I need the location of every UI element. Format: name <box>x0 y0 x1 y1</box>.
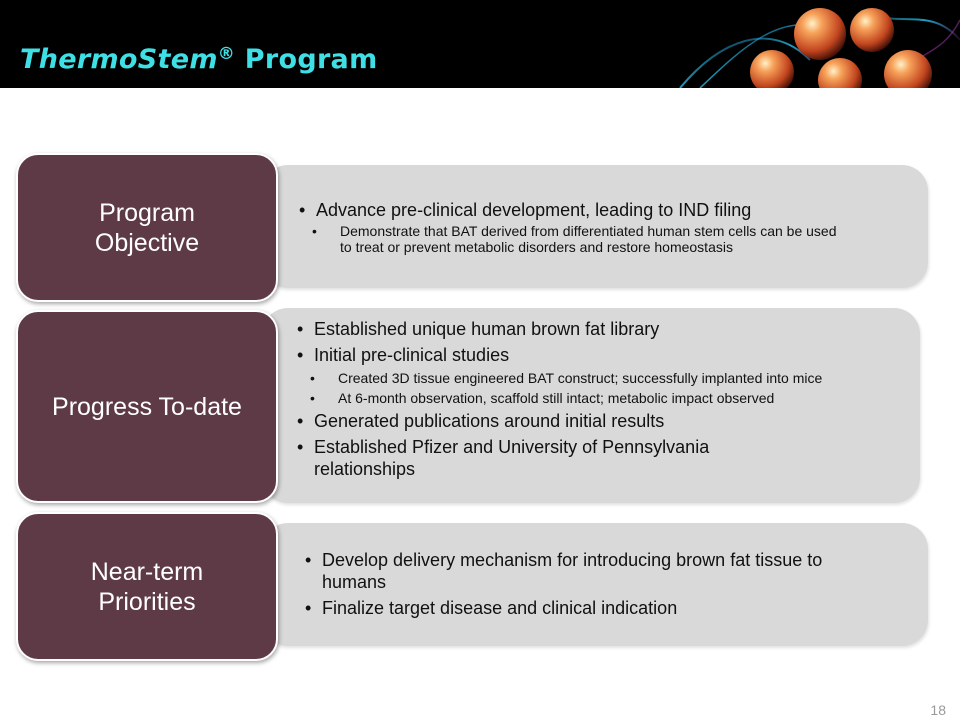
page-number: 18 <box>930 702 946 718</box>
list-item: • Develop delivery mechanism for introducing brown fat tissue to humans <box>304 549 904 593</box>
list-item: • Initial pre-clinical studies <box>296 344 896 366</box>
list-item: • Advance pre-clinical development, leading to IND filing <box>298 199 888 221</box>
label-program-objective <box>16 153 278 302</box>
label-near-term-priorities <box>16 512 278 661</box>
progress-panel <box>262 308 920 503</box>
list-item: • Created 3D tissue engineered BAT construct; successfully implanted into mice <box>296 370 896 386</box>
label-line: Objective <box>94 228 200 257</box>
slide-header <box>0 0 960 88</box>
title-rest: Program <box>235 44 378 75</box>
list-item: • Generated publications around initial results <box>296 410 896 432</box>
slide-title <box>20 44 378 75</box>
label-line: Progress To-date <box>52 392 242 421</box>
stem-cell-spheres-art <box>660 0 960 88</box>
list-item: • Established unique human brown fat library <box>296 318 896 340</box>
list-item: • Finalize target disease and clinical indication <box>304 597 904 619</box>
objective-panel <box>262 165 928 288</box>
list-item: • At 6-month observation, scaffold still intact; metabolic impact observed <box>296 390 896 406</box>
list-item: • Demonstrate that BAT derived from differentiated human stem cells can be used to treat or prevent metabolic disorders and restore homeostasis <box>298 223 888 255</box>
priorities-panel <box>262 523 928 646</box>
registered-mark: ® <box>217 44 236 64</box>
label-line: Priorities <box>98 587 196 616</box>
label-line: Near-term <box>90 557 204 586</box>
label-line: Program <box>99 198 195 227</box>
title-brand: ThermoStem <box>20 44 218 75</box>
list-item: • Established Pfizer and University of Pennsylvania relationships <box>296 436 896 480</box>
label-progress-to-date <box>16 310 278 503</box>
